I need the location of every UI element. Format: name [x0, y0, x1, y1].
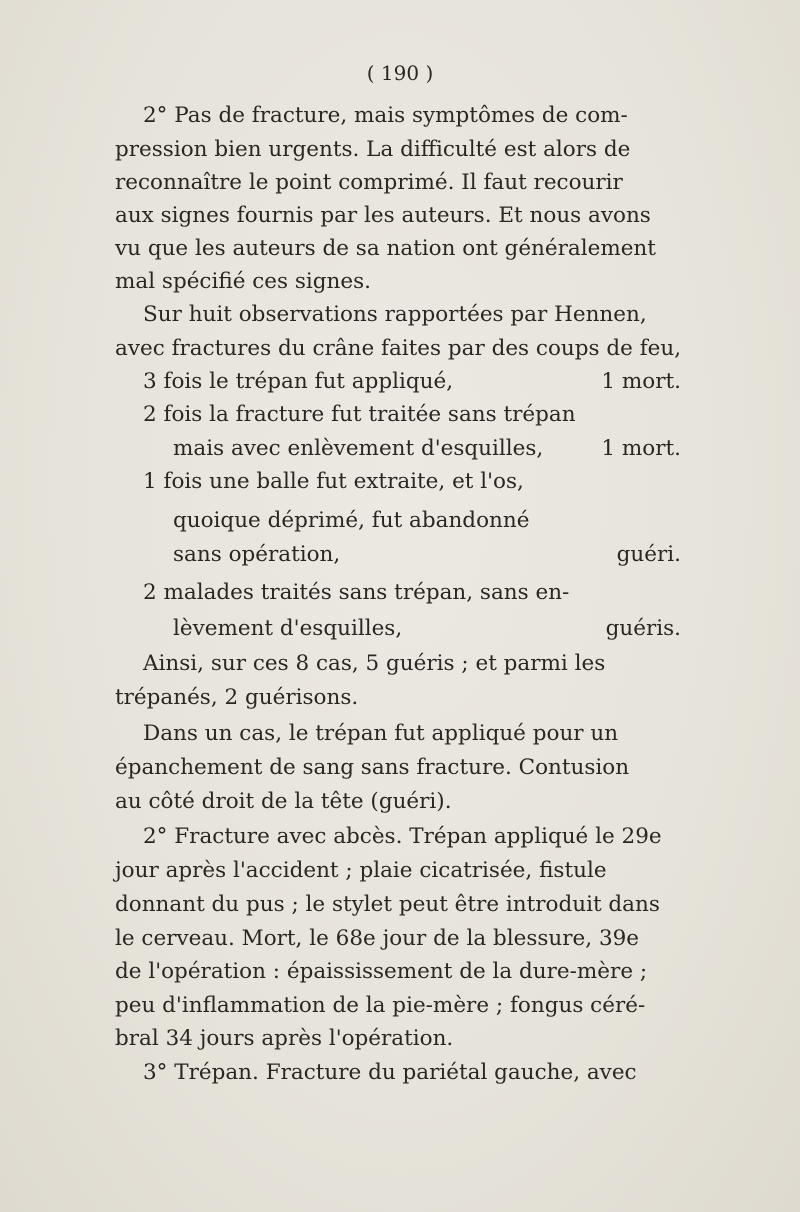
text-line: mal spécifié ces signes.	[115, 269, 371, 294]
text-line: reconnaître le point comprimé. Il faut recourir	[115, 170, 623, 195]
case-outcome: guéris.	[605, 616, 681, 641]
case-row	[173, 506, 681, 536]
case-outcome: guéri.	[616, 542, 681, 567]
page-number: ( 190 )	[366, 61, 434, 85]
case-desc: 1 fois une balle fut extraite, et l'os,	[143, 469, 524, 494]
text-line: peu d'inflammation de la pie-mère ; fongus céré-	[115, 993, 646, 1018]
text-line: donnant du pus ; le stylet peut être introduit dans	[115, 892, 660, 917]
text-line: 3° Trépan. Fracture du pariétal gauche, avec	[143, 1060, 637, 1085]
text-line: Ainsi, sur ces 8 cas, 5 guéris ; et parmi les	[143, 651, 606, 676]
text-line: 2° Pas de fracture, mais symptômes de com-	[143, 103, 628, 128]
text-line: avec fractures du crâne faites par des coups de feu,	[115, 336, 682, 361]
case-row	[143, 367, 681, 397]
case-row	[143, 400, 681, 430]
case-desc: 3 fois le trépan fut appliqué,	[143, 369, 454, 394]
text-line: vu que les auteurs de sa nation ont généralement	[115, 236, 656, 261]
text-line: de l'opération : épaississement de la dure-mère ;	[115, 959, 648, 984]
text-line: le cerveau. Mort, le 68e jour de la blessure, 39e	[115, 926, 640, 951]
text-line: épanchement de sang sans fracture. Contusion	[115, 755, 630, 780]
text-line: Dans un cas, le trépan fut appliqué pour un	[143, 721, 619, 746]
case-row	[173, 434, 681, 464]
case-outcome: 1 mort.	[601, 436, 681, 461]
text-line: aux signes fournis par les auteurs. Et nous avons	[115, 203, 651, 228]
text-line: au côté droit de la tête (guéri).	[115, 789, 452, 814]
text-line: trépanés, 2 guérisons.	[115, 685, 359, 710]
text-line: 2° Fracture avec abcès. Trépan appliqué le 29e	[143, 824, 662, 849]
text-line: Sur huit observations rapportées par Hennen,	[143, 302, 647, 327]
case-desc: sans opération,	[173, 542, 341, 567]
case-desc: 2 malades traités sans trépan, sans en-	[143, 580, 570, 605]
case-desc: mais avec enlèvement d'esquilles,	[173, 436, 544, 461]
text-line: pression bien urgents. La difficulté est alors de	[115, 137, 631, 162]
case-row	[143, 578, 681, 608]
case-row	[143, 467, 681, 497]
text-line: jour après l'accident ; plaie cicatrisée, fistule	[115, 858, 607, 883]
case-row	[173, 614, 681, 644]
case-outcome: 1 mort.	[601, 369, 681, 394]
case-desc: lèvement d'esquilles,	[173, 616, 403, 641]
case-desc: 2 fois la fracture fut traitée sans trépan	[143, 402, 576, 427]
case-desc: quoique déprimé, fut abandonné	[173, 508, 530, 533]
case-row	[173, 540, 681, 570]
text-line: bral 34 jours après l'opération.	[115, 1026, 454, 1051]
